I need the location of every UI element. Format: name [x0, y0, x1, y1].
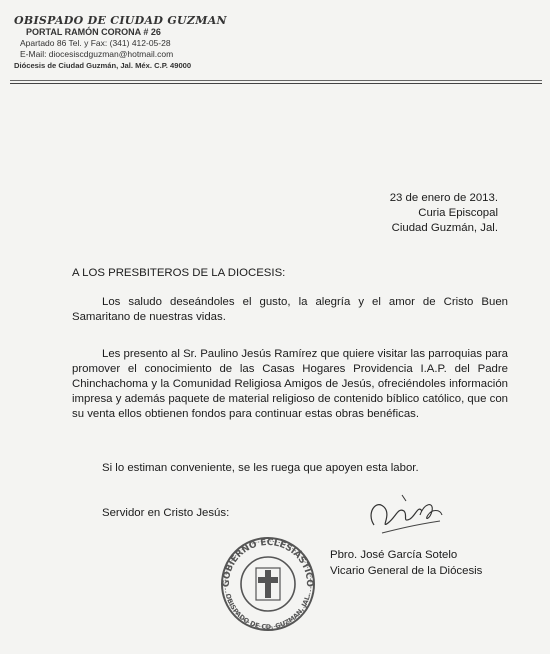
letterhead-divider-thick — [10, 83, 542, 84]
seal-top-text: GOBIERNO ECLESIÁSTICO — [221, 537, 315, 588]
closing-line: Servidor en Cristo Jesús: — [102, 507, 230, 519]
letterhead-location: Diócesis de Ciudad Guzmán, Jal. Méx. C.P. 49000 — [14, 61, 192, 70]
letterhead-divider — [10, 80, 542, 81]
svg-text:OBISPADO DE CD. GUZMAN, JAL. — [224, 593, 312, 631]
letterhead-title: OBISPADO DE CIUDAD GUZMAN — [14, 14, 227, 27]
letter-office: Curia Episcopal — [418, 207, 498, 219]
handwritten-signature — [362, 485, 452, 545]
letterhead-phone: Apartado 86 Tel. y Fax: (341) 412-05-28 — [20, 38, 171, 48]
cross-icon — [256, 568, 280, 600]
signer-title: Vicario General de la Diócesis — [330, 565, 483, 577]
letterhead — [14, 14, 244, 71]
seal-bottom-text: OBISPADO DE CD. GUZMAN, JAL. — [223, 592, 313, 632]
signer-name: Pbro. José García Sotelo — [330, 549, 458, 561]
body-paragraph-1: Los saludo deseándoles el gusto, la alegría y el amor de Cristo Buen Samaritano de nuestras vidas. — [72, 296, 508, 323]
letterhead-address: PORTAL RAMÓN CORONA # 26 — [26, 27, 161, 37]
official-seal — [205, 532, 331, 632]
recipient-line: A LOS PRESBITEROS DE LA DIOCESIS: — [72, 267, 286, 279]
date-block — [390, 191, 498, 236]
letterhead-email: E-Mail: diocesiscdguzman@hotmail.com — [20, 49, 174, 59]
letter-city: Ciudad Guzmán, Jal. — [391, 222, 498, 234]
body-paragraph-3: Si lo estiman conveniente, se les ruega que apoyen esta labor. — [102, 462, 419, 474]
body-paragraph-2: Les presento al Sr. Paulino Jesús Ramírez que quiere visitar las parroquias para promover el conocimiento de las Casas Hogares Providencia I.A.P. del Padre Chinchachoma y la Comunidad Religiosa Amigos de Jesús, ofreciéndoles información impresa y además paquete de material religioso de contenido bíblico católico, que con su venta ellos obtienen fondos para continuar estas obras benéficas. — [72, 348, 508, 420]
letter-date: 23 de enero de 2013. — [389, 192, 498, 204]
